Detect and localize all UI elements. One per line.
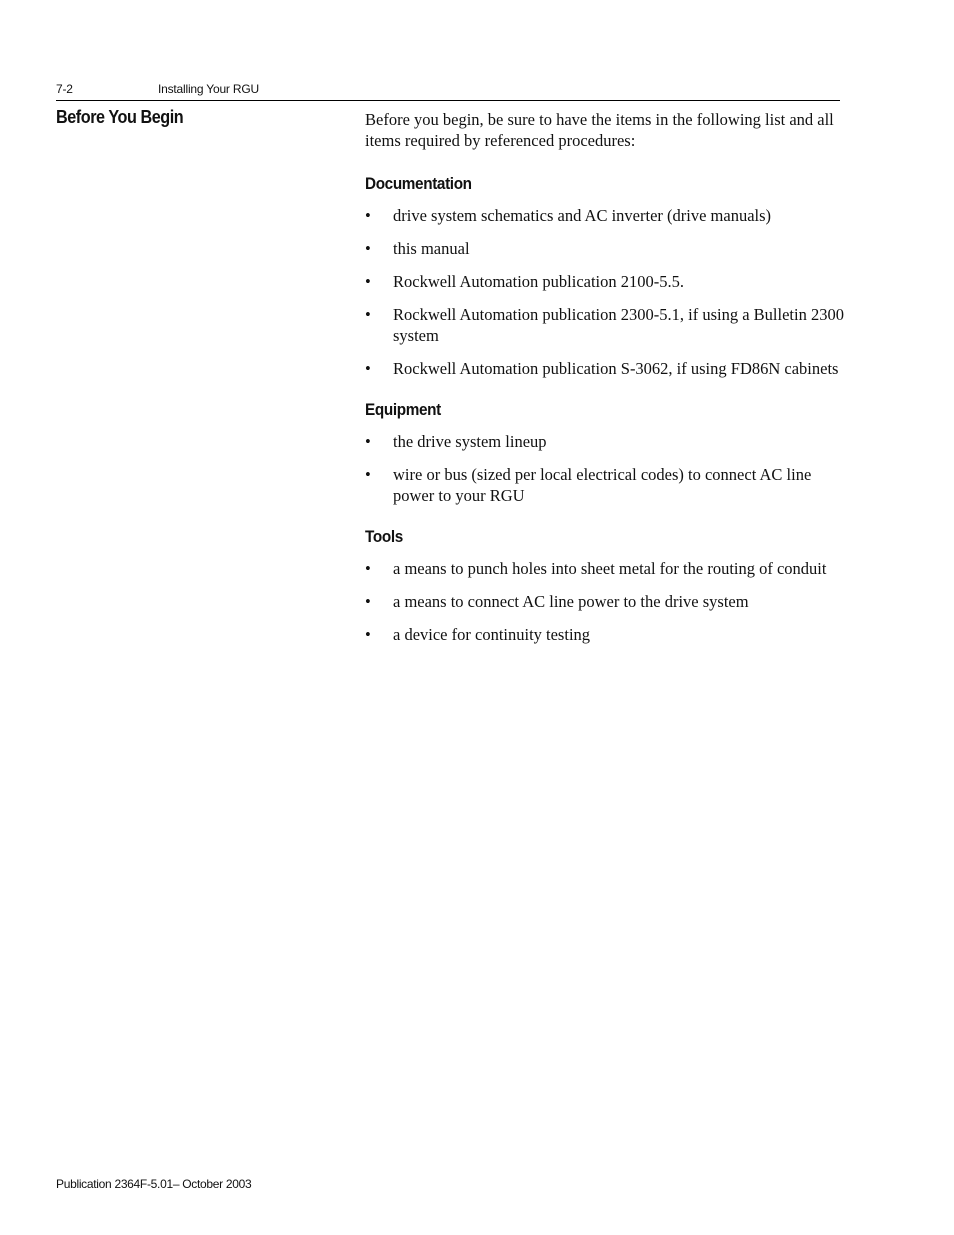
list-item-text: Rockwell Automation publication 2300-5.1, if using a Bulletin 2300 system	[393, 305, 844, 345]
list-item	[365, 238, 845, 259]
bullet-icon: •	[365, 625, 371, 644]
section-title: Before You Begin	[56, 107, 184, 127]
section-body	[365, 109, 845, 665]
list-item	[365, 591, 845, 612]
bullet-icon: •	[365, 465, 371, 484]
list-item-text: Rockwell Automation publication 2100-5.5.	[393, 272, 685, 291]
list-item-text: wire or bus (sized per local electrical codes) to connect AC line power to your RGU	[393, 465, 812, 505]
documentation-list	[365, 205, 845, 379]
list-item	[365, 431, 845, 452]
page-footer: Publication 2364F-5.01– October 2003	[56, 1177, 252, 1191]
bullet-icon: •	[365, 432, 371, 451]
list-item-text: the drive system lineup	[393, 432, 547, 451]
list-item-text: Rockwell Automation publication S-3062, if using FD86N cabinets	[393, 359, 839, 378]
bullet-icon: •	[365, 592, 371, 611]
documentation-heading: Documentation	[365, 174, 472, 193]
bullet-icon: •	[365, 559, 371, 578]
page-number: 7-2	[56, 82, 73, 96]
tools-list	[365, 558, 845, 645]
list-item	[365, 464, 845, 506]
chapter-title: Installing Your RGU	[158, 82, 259, 96]
bullet-icon: •	[365, 272, 371, 291]
list-item-text: a means to punch holes into sheet metal for the routing of conduit	[393, 559, 827, 578]
list-item	[365, 205, 845, 226]
list-item	[365, 624, 845, 645]
bullet-icon: •	[365, 239, 371, 258]
bullet-icon: •	[365, 305, 371, 324]
equipment-heading: Equipment	[365, 400, 441, 419]
list-item-text: a means to connect AC line power to the drive system	[393, 592, 749, 611]
bullet-icon: •	[365, 206, 371, 225]
bullet-icon: •	[365, 359, 371, 378]
list-item	[365, 304, 845, 346]
list-item-text: this manual	[393, 239, 470, 258]
intro-paragraph: Before you begin, be sure to have the items in the following list and all items required by referenced procedures:	[365, 110, 834, 150]
list-item	[365, 358, 845, 379]
equipment-list	[365, 431, 845, 506]
page-header	[56, 80, 840, 101]
tools-heading: Tools	[365, 527, 403, 546]
list-item	[365, 558, 845, 579]
list-item	[365, 271, 845, 292]
list-item-text: drive system schematics and AC inverter (drive manuals)	[393, 206, 772, 225]
list-item-text: a device for continuity testing	[393, 625, 591, 644]
